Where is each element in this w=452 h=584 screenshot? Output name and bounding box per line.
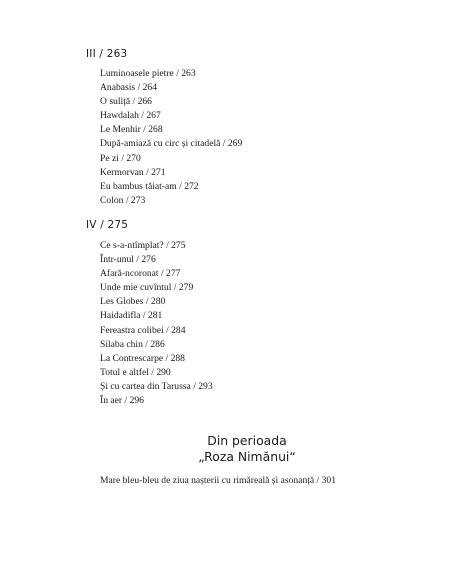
- toc-entry: Hawdalah / 267: [100, 110, 161, 122]
- toc-entry: Într-unul / 276: [100, 254, 156, 266]
- toc-entry: Totul e altfel / 290: [100, 366, 171, 378]
- toc-entry: Eu bambus tăiat-am / 272: [100, 180, 199, 192]
- section-heading-iii: III / 263: [86, 48, 128, 60]
- toc-entry: Unde mie cuvîntul / 279: [100, 282, 194, 294]
- part-subtitle: „Roza Nimănui“: [198, 449, 296, 464]
- toc-entry: Și cu cartea din Tarussa / 293: [100, 380, 213, 392]
- toc-entry: Ce s-a-ntîmplat? / 275: [100, 240, 186, 251]
- toc-entry: Afară-ncoronat / 277: [100, 268, 181, 280]
- toc-entry: În aer / 296: [100, 395, 144, 407]
- toc-entry: O suliță / 266: [100, 96, 152, 108]
- toc-entry: Anabasis / 264: [100, 82, 158, 94]
- toc-entry: Pe zi / 270: [100, 152, 141, 164]
- toc-entry: Kermorvan / 271: [100, 166, 166, 178]
- toc-entry: Colon / 273: [100, 194, 146, 206]
- toc-entry: Silaba chin / 286: [100, 338, 165, 350]
- section-heading-iv: IV / 275: [86, 219, 129, 231]
- toc-entry: Haidadifla / 281: [100, 310, 163, 322]
- part-entries: [100, 474, 336, 488]
- toc-entry: Fereastra colibei / 284: [100, 324, 186, 336]
- toc-entry: Mare bleu-bleu de ziua nașterii cu rimăreală și asonanță / 301: [100, 475, 337, 486]
- toc-entry: Les Globes / 280: [100, 296, 166, 308]
- toc-entry: Le Menhir / 268: [100, 124, 163, 136]
- section-iv-entries: [100, 239, 213, 408]
- section-iii-entries: [100, 67, 242, 208]
- part-title: Din perioada: [207, 433, 287, 448]
- toc-entry: După-amiază cu circ și citadelă / 269: [100, 138, 243, 150]
- toc-entry: Luminoasele pietre / 263: [100, 68, 196, 79]
- toc-entry: La Contrescarpe / 288: [100, 352, 185, 364]
